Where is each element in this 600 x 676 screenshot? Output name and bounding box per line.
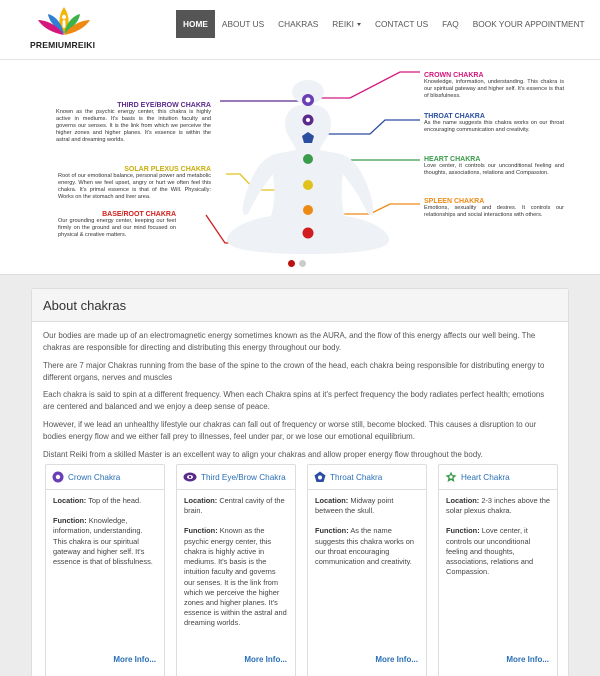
card-body <box>46 490 164 583</box>
more-info-link[interactable]: More Info... <box>375 655 418 664</box>
brand-name: PREMIUMREIKI <box>30 40 96 50</box>
callout-desc: Known as the psychic energy center, this chakra is highly active in mediums. It's basis is the intuition faculty and governs our senses. It is the link from which we perceive the higher zones and higher planes. It's essence is within the astral and dreaming worlds. <box>56 109 211 143</box>
chakra-card-third-eye <box>176 464 296 676</box>
callout-title: BASE/ROOT CHAKRA <box>102 211 176 218</box>
card-title[interactable]: Throat Chakra <box>330 472 383 482</box>
throat-chakra-icon <box>314 471 326 483</box>
callout-title: HEART CHAKRA <box>424 156 481 163</box>
callout-desc: Our grounding energy center, keeping our feet firmly on the ground and our mind focused on physical & creative matters. <box>58 218 176 238</box>
location-label: Location: <box>315 496 349 505</box>
spleen-chakra-callout <box>424 198 564 219</box>
location-value: 2-3 inches above the solar plexus chakra. <box>446 496 550 516</box>
chakra-cards <box>45 464 558 676</box>
nav-faq[interactable]: FAQ <box>442 19 459 29</box>
logo[interactable] <box>30 4 102 56</box>
function-label: Function: <box>53 516 87 526</box>
heart-chakra-icon <box>445 471 457 483</box>
caret-down-icon <box>357 23 361 26</box>
crown-chakra-callout <box>424 72 564 100</box>
location-label: Location: <box>53 496 87 505</box>
about-paragraph: Each chakra is said to spin at a different frequency. When each Chakra spins at it's perfect frequency the body radiates perfect health; emotions are centered and balanced and we enjoy a deep sense of peace. <box>43 390 545 412</box>
location-label: Location: <box>184 496 218 505</box>
nav-contact-us[interactable]: CONTACT US <box>374 19 429 29</box>
card-header <box>308 465 426 490</box>
location-value: Central cavity of the brain. <box>184 496 285 516</box>
slider-dot-1[interactable] <box>288 260 295 267</box>
function-value: As the name suggests this chakra works on our throat encouraging communication and creativity. <box>315 526 414 567</box>
location-value: Midway point between the skull. <box>315 496 394 516</box>
solar-plexus-chakra-callout <box>58 166 211 201</box>
card-header <box>439 465 557 490</box>
heart-chakra-callout <box>424 156 564 177</box>
chakra-card-heart <box>438 464 558 676</box>
callout-desc: Love center, it controls our unconditional feeling and thoughts, associations, relations and Compassion. <box>424 163 564 176</box>
card-body <box>439 490 557 594</box>
function-value: Knowledge, information, understanding. This chakra is our spiritual gateway and higher self. It's essence is that of blissfulness. <box>53 516 153 567</box>
nav-reiki-dropdown[interactable] <box>325 10 368 38</box>
function-value: Love center, it controls our unconditional feeling and thoughts, associations, relations and Compassion. <box>446 526 534 577</box>
slider-dot-2[interactable] <box>299 260 306 267</box>
callout-desc: As the name suggests this chakra works on our throat encouraging communication and creativity. <box>424 120 564 133</box>
card-body <box>308 490 426 583</box>
slider-dots <box>288 260 306 267</box>
about-paragraph: However, if we lead an unhealthy lifestyle our chakras can fall out of frequency or worse still, become blocked. This causes a disruption to our bodies energy flow and we either fall prey to illnesses, feel under par, or we lose our emotional equilibrium. <box>43 420 537 442</box>
third-eye-chakra-callout <box>56 102 211 144</box>
card-header <box>177 465 295 490</box>
nav-about-us[interactable]: ABOUT US <box>221 19 265 29</box>
callout-title: THROAT CHAKRA <box>424 113 485 120</box>
function-label: Function: <box>315 526 349 536</box>
more-info-link[interactable]: More Info... <box>506 655 549 664</box>
meditation-figure <box>215 78 390 258</box>
nav-chakras[interactable]: CHAKRAS <box>278 19 319 29</box>
panel-body <box>32 322 568 475</box>
crown-chakra-icon <box>52 471 64 483</box>
function-label: Function: <box>184 526 218 536</box>
card-title[interactable]: Crown Chakra <box>68 472 121 482</box>
about-paragraph: Distant Reiki from a skilled Master is an excellent way to align your chakras and allow proper energy flow throughout the body. <box>43 449 483 459</box>
chakra-card-crown <box>45 464 165 676</box>
card-title[interactable]: Third Eye/Brow Chakra <box>201 472 286 482</box>
callout-desc: Knowledge, information, understanding. This chakra is our spiritual gateway and higher self. It's essence is that of blissfulness. <box>424 79 564 99</box>
nav-book-appointment[interactable]: BOOK YOUR APPOINTMENT <box>472 19 585 29</box>
callout-title: THIRD EYE/BROW CHAKRA <box>117 102 211 109</box>
callout-title: SOLAR PLEXUS CHAKRA <box>124 166 211 173</box>
nav-home[interactable]: HOME <box>176 10 215 38</box>
root-chakra-callout <box>58 211 176 239</box>
card-body <box>177 490 295 645</box>
about-paragraph: There are 7 major Chakras running from the base of the spine to the crown of the head, each chakra being responsible for distributing energy to different organs, nerves and muscles <box>43 360 545 382</box>
callout-title: SPLEEN CHAKRA <box>424 198 485 205</box>
about-chakras-panel <box>31 288 569 676</box>
function-label: Function: <box>446 526 480 536</box>
chakra-card-throat <box>307 464 427 676</box>
third-eye-chakra-icon <box>183 472 197 482</box>
throat-chakra-callout <box>424 113 564 134</box>
location-label: Location: <box>446 496 480 505</box>
main-nav <box>176 10 592 38</box>
nav-reiki-label: REIKI <box>332 19 354 29</box>
lotus-logo-icon <box>34 4 94 40</box>
more-info-link[interactable]: More Info... <box>113 655 156 664</box>
navbar <box>0 0 600 60</box>
callout-title: CROWN CHAKRA <box>424 72 484 79</box>
callout-desc: Root of our emotional balance, personal power and metabolic energy. When we feel upset, angry or hurt we often feel this chakra. It's primal essence is that of the Will. Physically: Works on the stomach and liver area. <box>58 173 211 200</box>
card-title[interactable]: Heart Chakra <box>461 472 510 482</box>
panel-title: About chakras <box>32 289 568 322</box>
location-value: Top of the head. <box>88 496 142 505</box>
about-paragraph: Our bodies are made up of an electromagnetic energy sometimes known as the AURA, and the flow of this energy affects our well being. The chakras are responsible for directing and distributing this energy throughout our body. <box>43 331 536 352</box>
callout-desc: Emotions, sexuality and desires. It controls our relationships and social interactions with others. <box>424 205 564 218</box>
hero-slider <box>0 60 600 275</box>
function-value: Known as the psychic energy center, this chakra is highly active in mediums. It's basis is the intuition faculty and governs our senses. It is the link from which we perceive the higher zones and higher planes. It's essence is within the astral and dreaming worlds. <box>184 526 287 628</box>
more-info-link[interactable]: More Info... <box>244 655 287 664</box>
card-header <box>46 465 164 490</box>
